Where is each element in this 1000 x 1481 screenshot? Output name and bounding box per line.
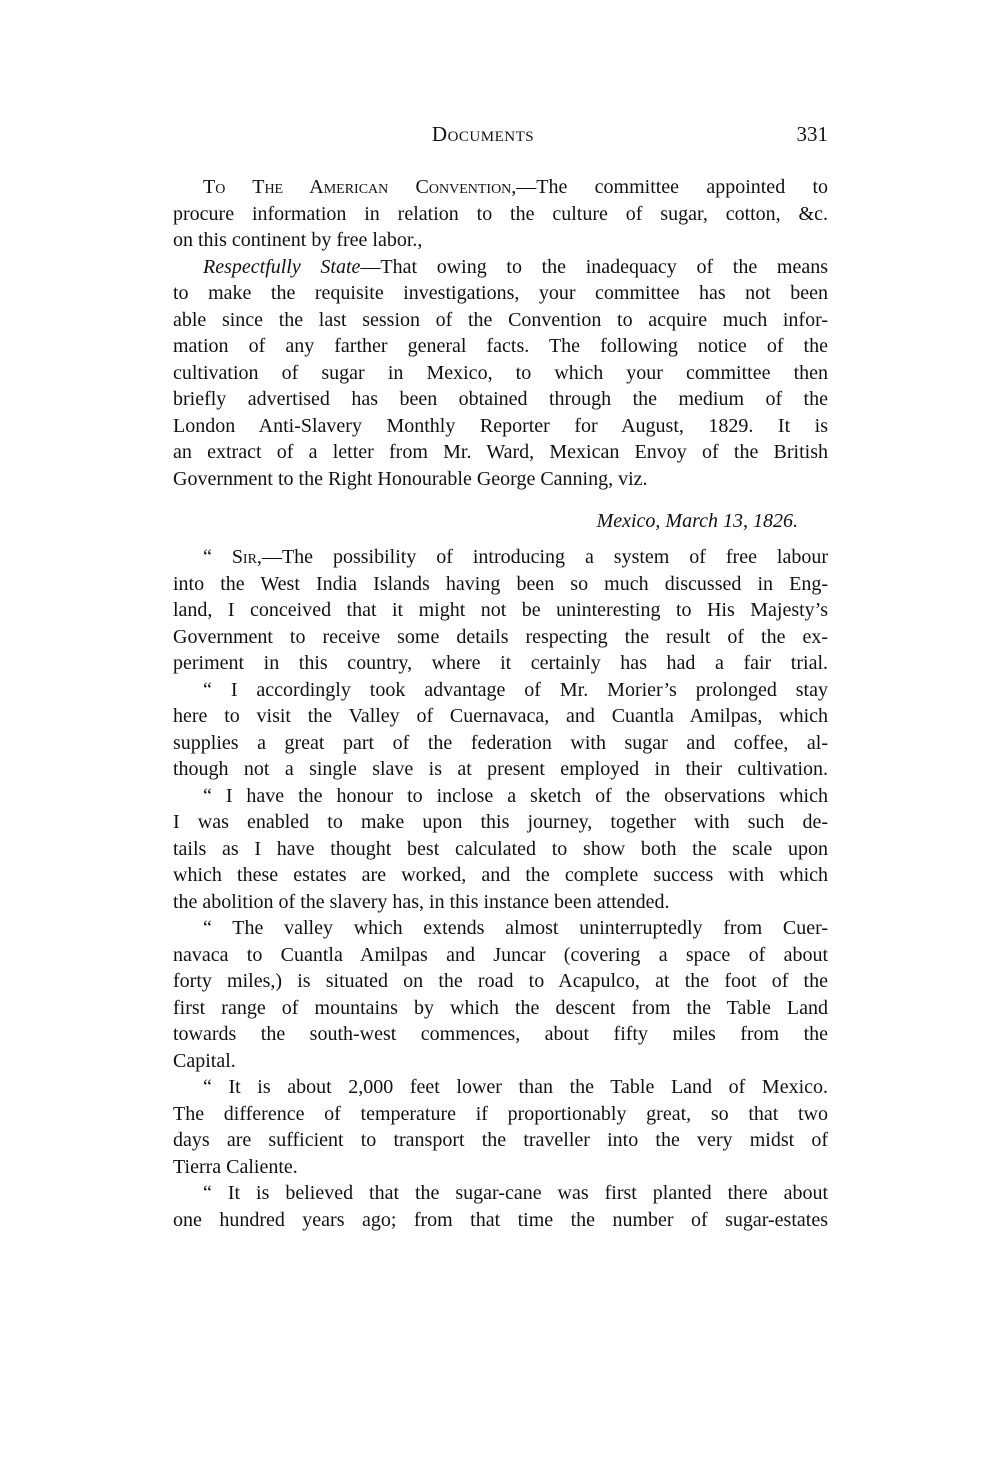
page-number: 331	[796, 122, 828, 146]
text-line: procure information in relation to the culture of sugar, cotton, &c.	[173, 202, 828, 225]
text-line: an extract of a letter from Mr. Ward, Mexican Envoy of the British	[173, 441, 828, 463]
text-line: first range of mountains by which the descent from the Table Land	[173, 996, 828, 1019]
text-line: “ The valley which extends almost uninterruptedly from Cuer-	[203, 917, 828, 939]
salutation: “ Sir,	[203, 546, 262, 568]
text-line: London Anti-Slavery Monthly Reporter for August, 1829. It is	[173, 414, 828, 437]
text-line: mation of any farther general facts. The following notice of the	[173, 335, 828, 357]
text-line: “ I have the honour to inclose a sketch of the observations which	[203, 784, 828, 807]
text-line: land, I conceived that it might not be uninteresting to His Majesty’s	[173, 599, 828, 621]
text-line: here to visit the Valley of Cuernavaca, and Cuantla Amilpas, which	[173, 705, 828, 727]
text-line: navaca to Cuantla Amilpas and Juncar (covering a space of about	[173, 943, 828, 966]
text-line: briefly advertised has been obtained through the medium of the	[173, 388, 828, 410]
text-span: —That owing to the inadequacy of the means	[360, 255, 828, 278]
text-line: the abolition of the slavery has, in this instance been attended.	[173, 890, 670, 913]
letter-dateline: Mexico, March 13, 1826.	[596, 510, 798, 532]
text-line: periment in this country, where it certainly has had a fair trial.	[173, 652, 828, 674]
text-line: one hundred years ago; from that time the number of sugar-estates	[173, 1208, 828, 1231]
text-line: days are sufficient to transport the traveller into the very midst of	[173, 1129, 828, 1151]
text-line	[173, 174, 828, 201]
text-line: supplies a great part of the federation with sugar and coffee, al-	[173, 731, 828, 754]
committee-report	[173, 174, 828, 492]
text-line: “ It is about 2,000 feet lower than the Table Land of Mexico.	[203, 1076, 828, 1098]
text-line: to make the requisite investigations, your committee has not been	[173, 282, 828, 304]
addressee: To The American Convention,	[203, 176, 517, 198]
text-line: able since the last session of the Convention to acquire much infor-	[173, 308, 828, 331]
text-span: —The possibility of introducing a system of free labour	[261, 546, 828, 568]
text-line: tails as I have thought best calculated to show both the scale upon	[173, 837, 828, 860]
text-line: on this continent by free labor.,	[173, 229, 423, 251]
text-line: Tierra Caliente.	[173, 1155, 298, 1178]
text-line: Government to the Right Honourable George Canning, viz.	[173, 467, 648, 490]
text-line: which these estates are worked, and the complete success with which	[173, 864, 828, 886]
text-line: “ It is believed that the sugar-cane was first planted there about	[203, 1182, 828, 1204]
text-line: forty miles,) is situated on the road to Acapulco, at the foot of the	[173, 970, 828, 992]
text-line: though not a single slave is at present employed in their cultivation.	[173, 758, 828, 780]
running-head: Documents	[431, 122, 535, 146]
text-line: Government to receive some details respecting the result of the ex-	[173, 625, 828, 648]
text-line: The difference of temperature if proportionably great, so that two	[173, 1102, 828, 1125]
text-line: towards the south-west commences, about fifty miles from the	[173, 1023, 828, 1045]
report-lead: Respectfully State	[203, 255, 361, 278]
text-span: —The committee appointed to	[516, 176, 829, 198]
text-line: I was enabled to make upon this journey, together with such de-	[173, 811, 828, 833]
text-line	[173, 254, 828, 281]
text-line	[173, 544, 828, 571]
text-line: into the West India Islands having been so much discussed in Eng-	[173, 572, 828, 595]
letter-body	[173, 544, 828, 1233]
text-line: cultivation of sugar in Mexico, to which your committee then	[173, 361, 828, 384]
text-line: “ I accordingly took advantage of Mr. Morier’s prolonged stay	[203, 678, 828, 701]
text-line: Capital.	[173, 1049, 236, 1072]
